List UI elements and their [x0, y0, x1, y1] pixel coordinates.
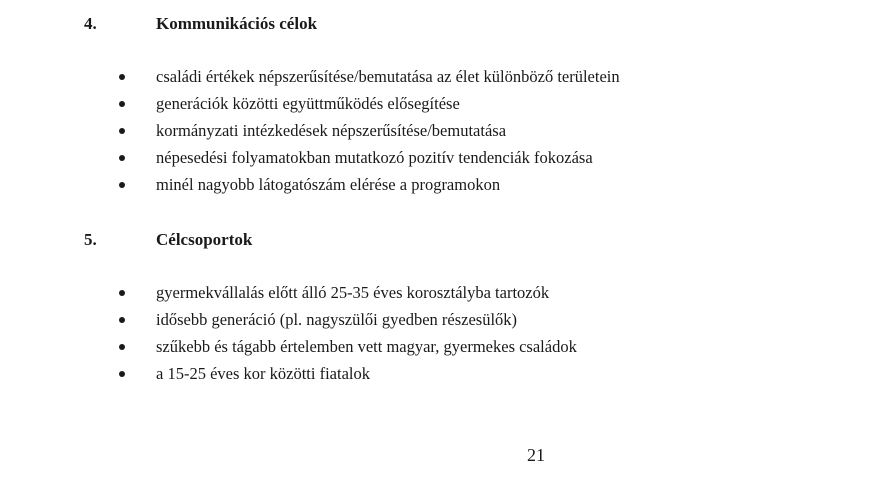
bullet-icon	[119, 74, 125, 80]
list-item-text: idősebb generáció (pl. nagyszülői gyedben részesülők)	[156, 310, 518, 329]
list-item	[114, 144, 620, 171]
list-item-text: a 15-25 éves kor közötti fiatalok	[156, 364, 370, 383]
list-item	[114, 90, 620, 117]
bullet-icon	[119, 128, 125, 134]
bullet-icon	[119, 182, 125, 188]
list-item	[114, 306, 577, 333]
section-title: Kommunikációs célok	[156, 14, 318, 33]
list-item-text: minél nagyobb látogatószám elérése a programokon	[156, 175, 501, 194]
list-item-text: népesedési folyamatokban mutatkozó pozitív tendenciák fokozása	[156, 148, 593, 167]
list-item-text: szűkebb és tágabb értelemben vett magyar, gyermekes családok	[156, 337, 577, 356]
bullet-icon	[119, 344, 125, 350]
bullet-icon	[119, 101, 125, 107]
list-item	[114, 171, 620, 198]
bullet-icon	[119, 317, 125, 323]
section-title: Célcsoportok	[156, 230, 253, 249]
list-item	[114, 279, 577, 306]
list-item-text: generációk közötti együttműködés elősegítése	[156, 94, 460, 113]
section-number: 5.	[84, 230, 97, 249]
communication-goals-list	[114, 63, 620, 198]
target-groups-list	[114, 279, 577, 387]
list-item	[114, 63, 620, 90]
list-item-text: gyermekvállalás előtt álló 25-35 éves korosztályba tartozók	[156, 283, 550, 302]
list-item	[114, 117, 620, 144]
list-item	[114, 360, 577, 387]
bullet-icon	[119, 371, 125, 377]
bullet-icon	[119, 290, 125, 296]
bullet-icon	[119, 155, 125, 161]
list-item	[114, 333, 577, 360]
section-number: 4.	[84, 14, 97, 33]
page-number: 21	[527, 445, 545, 465]
list-item-text: kormányzati intézkedések népszerűsítése/bemutatása	[156, 121, 507, 140]
list-item-text: családi értékek népszerűsítése/bemutatása az élet különböző területein	[156, 67, 620, 86]
